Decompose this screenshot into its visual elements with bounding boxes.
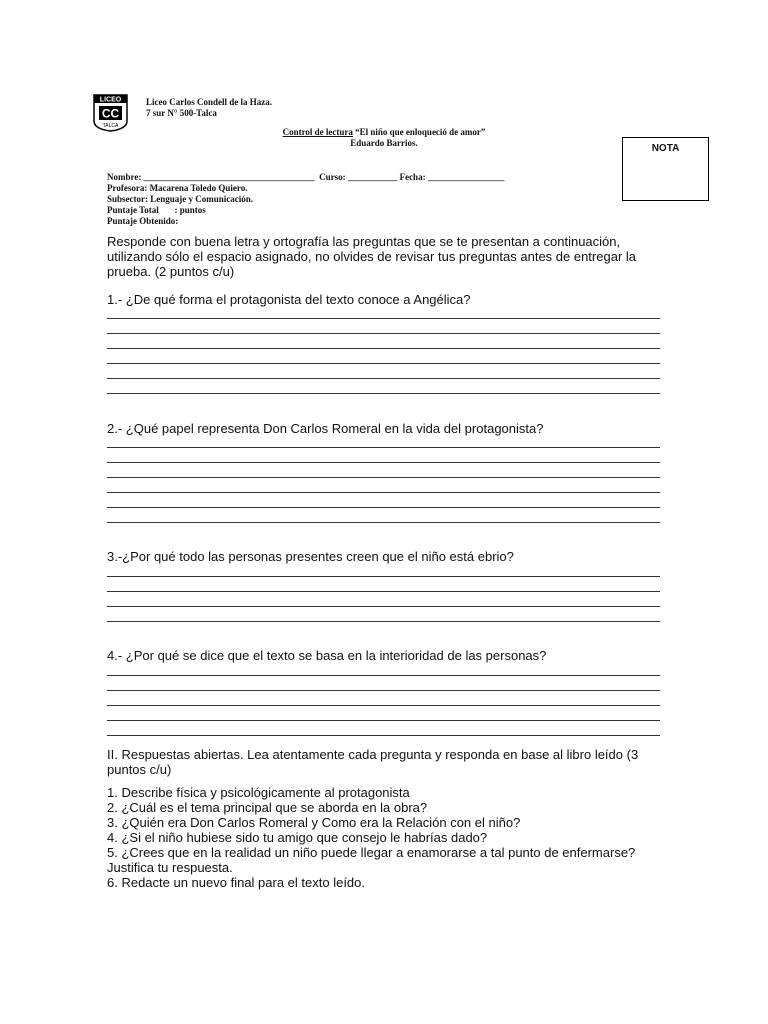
logo-top-text: LICEO <box>99 96 122 104</box>
answer-line[interactable] <box>107 621 660 622</box>
logo-bottom-text: TALCA <box>102 123 119 129</box>
answer-line[interactable] <box>107 318 660 319</box>
answer-line[interactable] <box>107 576 660 577</box>
answer-line[interactable] <box>107 348 660 349</box>
question-3: 3.-¿Por qué todo las personas presentes creen que el niño está ebrio? <box>107 549 514 564</box>
title-book: “El niño que enloqueció de amor” <box>355 127 486 137</box>
list-item: 5. ¿Crees que en la realidad un niño puede llegar a enamorarse a tal punto de enfermarse? Justifica tu respuesta. <box>107 845 636 875</box>
answer-line[interactable] <box>107 705 660 706</box>
answer-line[interactable] <box>107 378 660 379</box>
school-info <box>146 97 272 119</box>
answer-line[interactable] <box>107 492 660 493</box>
section-2-heading: II. Respuestas abiertas. Lea atentamente cada pregunta y responda en base al libro leído (3 puntos c/u) <box>107 747 639 777</box>
answer-line[interactable] <box>107 507 660 508</box>
answer-line[interactable] <box>107 690 660 691</box>
puntaje-obtenido-field: Puntaje Obtenido: <box>107 216 179 226</box>
answer-line[interactable] <box>107 522 660 523</box>
list-item: 4. ¿Si el niño hubiese sido tu amigo que consejo le habrías dado? <box>107 830 488 845</box>
answer-line[interactable] <box>107 363 660 364</box>
question-4: 4.- ¿Por qué se dice que el texto se basa en la interioridad de las personas? <box>107 648 547 663</box>
answer-line[interactable] <box>107 735 660 736</box>
subsector-field: Subsector: Lenguaje y Comunicación. <box>107 194 253 204</box>
logo-mid-text: CC <box>101 106 120 121</box>
student-fields <box>107 172 504 227</box>
answer-line[interactable] <box>107 462 660 463</box>
answer-line[interactable] <box>107 393 660 394</box>
instructions: Responde con buena letra y ortografía las preguntas que se te presentan a continuación, utilizando sólo el espacio asignado, no olvides de revisar tus preguntas antes de entregar la prueba. (2 puntos c/u) <box>107 234 637 279</box>
answer-line[interactable] <box>107 477 660 478</box>
nota-label: NOTA <box>651 143 680 154</box>
answer-line[interactable] <box>107 675 660 676</box>
answer-line[interactable] <box>107 606 660 607</box>
title-label: Control de lectura <box>282 127 353 137</box>
list-item: 1. Describe física y psicológicamente al protagonista <box>107 785 410 800</box>
list-item: 3. ¿Quién era Don Carlos Romeral y Como era la Relación con el niño? <box>107 815 521 830</box>
answer-line[interactable] <box>107 333 660 334</box>
profesora-field: Profesora: Macarena Toledo Quiero. <box>107 183 248 193</box>
nombre-curso-fecha-row: Nombre: ______________________________________ Curso: ___________ Fecha: _________________ <box>107 172 505 182</box>
school-address: 7 sur N° 500-Talca <box>146 108 217 118</box>
answer-line[interactable] <box>107 591 660 592</box>
puntaje-total-field: Puntaje Total : puntos <box>107 205 206 215</box>
answer-line[interactable] <box>107 447 660 448</box>
list-item: 2. ¿Cuál es el tema principal que se aborda en la obra? <box>107 800 428 815</box>
author: Eduardo Barrios. <box>350 138 418 148</box>
list-item: 6. Redacte un nuevo final para el texto leído. <box>107 875 366 890</box>
question-2: 2.- ¿Qué papel representa Don Carlos Romeral en la vida del protagonista? <box>107 421 544 436</box>
school-name: Liceo Carlos Condell de la Haza. <box>146 97 272 107</box>
answer-line[interactable] <box>107 720 660 721</box>
section-2-list <box>107 785 667 890</box>
nota-box <box>622 137 709 201</box>
question-1: 1.- ¿De qué forma el protagonista del texto conoce a Angélica? <box>107 292 471 307</box>
